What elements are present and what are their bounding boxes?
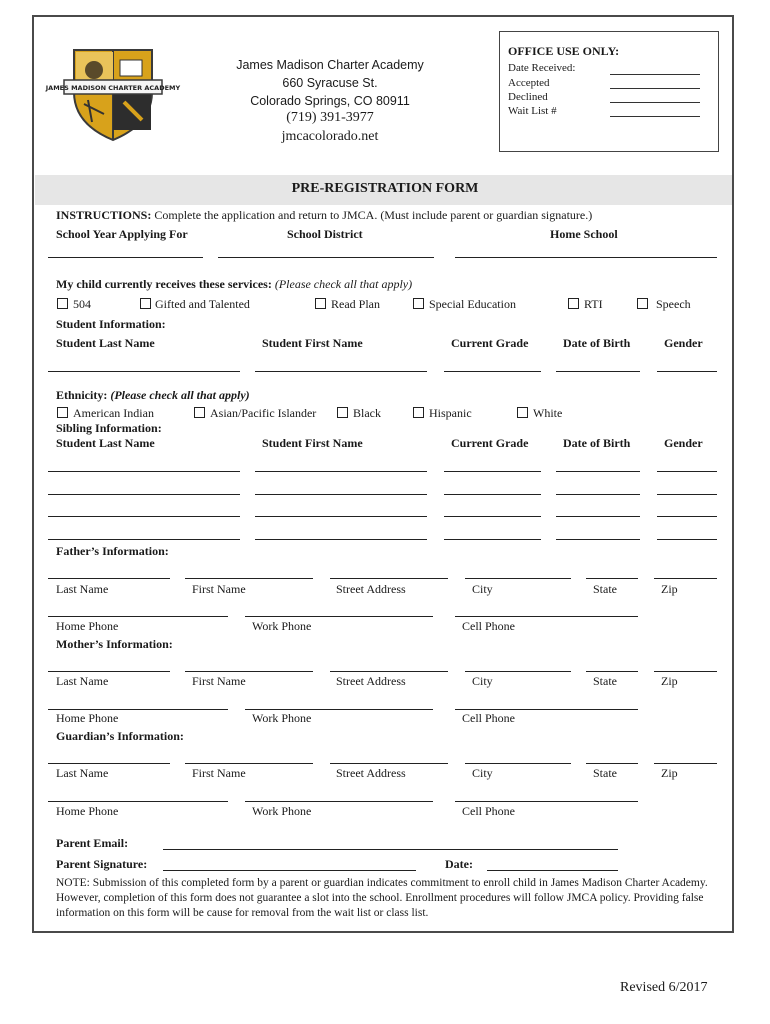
father-cell-phone-label: Cell Phone — [462, 619, 515, 633]
checkbox-hispanic[interactable] — [413, 407, 424, 418]
mother-work-phone-label: Work Phone — [252, 711, 312, 725]
father-last-name-field[interactable] — [48, 578, 170, 579]
service-read-plan-label: Read Plan — [331, 297, 380, 311]
parent-email-label: Parent Email: — [56, 836, 129, 850]
mother-cell-phone-label: Cell Phone — [462, 711, 515, 725]
sibling-field[interactable] — [255, 539, 427, 540]
ethnicity-white-label: White — [533, 406, 563, 420]
home-school-label: Home School — [550, 227, 618, 241]
sibling-field[interactable] — [444, 471, 541, 472]
checkbox-speech[interactable] — [637, 298, 648, 309]
sibling-field[interactable] — [255, 516, 427, 517]
mother-zip-field[interactable] — [654, 671, 717, 672]
father-home-phone-label: Home Phone — [56, 619, 119, 633]
sibling-field[interactable] — [48, 539, 240, 540]
guardian-state-label: State — [593, 766, 617, 780]
ethnicity-black-label: Black — [353, 406, 381, 420]
office-title: OFFICE USE ONLY: — [508, 44, 620, 58]
father-work-phone-field[interactable] — [245, 616, 433, 617]
guardian-work-phone-field[interactable] — [245, 801, 433, 802]
guardian-home-phone-label: Home Phone — [56, 804, 119, 818]
guardian-last-name-label: Last Name — [56, 766, 109, 780]
ethnicity-hispanic-label: Hispanic — [429, 406, 472, 420]
date-field[interactable] — [487, 870, 618, 871]
checkbox-rti[interactable] — [568, 298, 579, 309]
service-504-label: 504 — [73, 297, 91, 311]
mother-home-phone-label: Home Phone — [56, 711, 119, 725]
office-accepted: Accepted — [508, 77, 550, 89]
father-city-label: City — [472, 582, 493, 596]
instructions-label: INSTRUCTIONS: — [56, 208, 152, 222]
father-zip-label: Zip — [661, 582, 678, 596]
school-year-label: School Year Applying For — [56, 227, 188, 241]
mother-last-name-field[interactable] — [48, 671, 170, 672]
father-cell-phone-field[interactable] — [455, 616, 638, 617]
sibling-field[interactable] — [444, 494, 541, 495]
ethnicity-label: Ethnicity: — [56, 388, 108, 402]
mother-work-phone-field[interactable] — [245, 709, 433, 710]
checkbox-white[interactable] — [517, 407, 528, 418]
guardian-zip-field[interactable] — [654, 763, 717, 764]
mother-first-name-field[interactable] — [185, 671, 313, 672]
current-grade-field[interactable] — [444, 371, 541, 372]
service-rti-label: RTI — [584, 297, 603, 311]
student-last-name-field[interactable] — [48, 371, 240, 372]
checkbox-asian-pacific-islander[interactable] — [194, 407, 205, 418]
office-line — [610, 74, 700, 75]
school-year-field[interactable] — [48, 257, 203, 258]
sibling-info-label: Sibling Information: — [56, 421, 162, 435]
father-street-field[interactable] — [330, 578, 448, 579]
sibling-last-name-header: Student Last Name — [56, 436, 155, 450]
form-border — [32, 15, 734, 933]
mother-first-name-label: First Name — [192, 674, 246, 688]
school-district-label: School District — [287, 227, 363, 241]
guardian-first-name-label: First Name — [192, 766, 246, 780]
father-zip-field[interactable] — [654, 578, 717, 579]
school-phone: (719) 391-3977 — [286, 110, 374, 125]
parent-email-field[interactable] — [163, 849, 618, 850]
office-line — [610, 88, 700, 89]
sibling-field[interactable] — [48, 494, 240, 495]
mother-state-label: State — [593, 674, 617, 688]
gender-header: Gender — [664, 336, 703, 350]
mother-street-label: Street Address — [336, 674, 406, 688]
office-date-received: Date Received: — [508, 62, 576, 74]
father-work-phone-label: Work Phone — [252, 619, 312, 633]
student-last-name-header: Student Last Name — [56, 336, 155, 350]
ethnicity-american-indian-label: American Indian — [73, 406, 154, 420]
guardian-last-name-field[interactable] — [48, 763, 170, 764]
student-info-label: Student Information: — [56, 317, 166, 331]
sibling-gender-header: Gender — [664, 436, 703, 450]
services-hint: (Please check all that apply) — [274, 277, 413, 291]
father-first-name-field[interactable] — [185, 578, 313, 579]
sibling-field[interactable] — [556, 516, 640, 517]
sibling-field[interactable] — [657, 539, 717, 540]
father-city-field[interactable] — [465, 578, 571, 579]
date-of-birth-field[interactable] — [556, 371, 640, 372]
father-last-name-label: Last Name — [56, 582, 109, 596]
form-title: PRE-REGISTRATION FORM — [291, 181, 479, 196]
date-label: Date: — [445, 857, 473, 871]
mother-zip-label: Zip — [661, 674, 678, 688]
checkbox-read-plan[interactable] — [315, 298, 326, 309]
office-line — [610, 116, 700, 117]
mother-cell-phone-field[interactable] — [455, 709, 638, 710]
sibling-field[interactable] — [556, 494, 640, 495]
note-text: NOTE: Submission of this completed form by a parent or guardian indicates commitment to enroll child in James Madison Charter Academy. However, completion of this form does not guarantee a slot into the school. Enrollment procedures will follow JMCA policy. Providing false information on this form will be cause for removal from the wait list or class list. — [56, 877, 708, 919]
sibling-field[interactable] — [48, 516, 240, 517]
father-home-phone-field[interactable] — [48, 616, 228, 617]
checkbox-504[interactable] — [57, 298, 68, 309]
checkbox-black[interactable] — [337, 407, 348, 418]
gender-field[interactable] — [657, 371, 717, 372]
school-street: 660 Syracuse St. — [282, 76, 378, 90]
sibling-grade-header: Current Grade — [451, 436, 529, 450]
checkbox-gifted[interactable] — [140, 298, 151, 309]
office-use-box — [499, 31, 719, 152]
father-street-label: Street Address — [336, 582, 406, 596]
service-speech-label: Speech — [656, 297, 691, 311]
ethnicity-hint: (Please check all that apply) — [110, 388, 250, 402]
current-grade-header: Current Grade — [451, 336, 529, 350]
guardian-cell-phone-field[interactable] — [455, 801, 638, 802]
mother-state-field[interactable] — [586, 671, 638, 672]
sibling-dob-header: Date of Birth — [563, 436, 631, 450]
father-info-label: Father’s Information: — [56, 544, 169, 558]
guardian-home-phone-field[interactable] — [48, 801, 228, 802]
sibling-field[interactable] — [657, 471, 717, 472]
service-special-education-label: Special Education — [429, 297, 516, 311]
school-crest-logo — [45, 42, 181, 144]
father-state-label: State — [593, 582, 617, 596]
sibling-field[interactable] — [556, 539, 640, 540]
sibling-field[interactable] — [444, 539, 541, 540]
mother-last-name-label: Last Name — [56, 674, 109, 688]
guardian-work-phone-label: Work Phone — [252, 804, 312, 818]
sibling-field[interactable] — [657, 516, 717, 517]
sibling-field[interactable] — [444, 516, 541, 517]
instructions-text: Complete the application and return to JMCA. (Must include parent or guardian signature.) — [154, 208, 593, 222]
sibling-first-name-header: Student First Name — [262, 436, 363, 450]
mother-street-field[interactable] — [330, 671, 448, 672]
checkbox-american-indian[interactable] — [57, 407, 68, 418]
sibling-field[interactable] — [255, 494, 427, 495]
guardian-city-label: City — [472, 766, 493, 780]
parent-signature-label: Parent Signature: — [56, 857, 148, 871]
office-declined: Declined — [508, 91, 548, 103]
guardian-first-name-field[interactable] — [185, 763, 313, 764]
svg-text:JAMES MADISON CHARTER ACADEMY: JAMES MADISON CHARTER ACADEMY — [45, 84, 181, 92]
guardian-info-label: Guardian’s Information: — [56, 729, 184, 743]
mother-home-phone-field[interactable] — [48, 709, 228, 710]
father-first-name-label: First Name — [192, 582, 246, 596]
guardian-street-label: Street Address — [336, 766, 406, 780]
ethnicity-asian-label: Asian/Pacific Islander — [210, 406, 317, 420]
sibling-field[interactable] — [556, 471, 640, 472]
mother-city-label: City — [472, 674, 493, 688]
mother-city-field[interactable] — [465, 671, 571, 672]
sibling-field[interactable] — [657, 494, 717, 495]
student-first-name-header: Student First Name — [262, 336, 363, 350]
guardian-street-field[interactable] — [330, 763, 448, 764]
parent-signature-field[interactable] — [163, 870, 416, 871]
office-line — [610, 102, 700, 103]
sibling-field[interactable] — [255, 471, 427, 472]
service-gifted-label: Gifted and Talented — [155, 297, 250, 311]
guardian-zip-label: Zip — [661, 766, 678, 780]
school-website: jmcacolorado.net — [281, 129, 379, 144]
mother-info-label: Mother’s Information: — [56, 637, 173, 651]
sibling-field[interactable] — [48, 471, 240, 472]
office-wait-list: Wait List # — [508, 105, 557, 117]
guardian-city-field[interactable] — [465, 763, 571, 764]
school-name: James Madison Charter Academy — [236, 58, 424, 72]
checkbox-special-education[interactable] — [413, 298, 424, 309]
revision-date: Revised 6/2017 — [620, 980, 708, 995]
services-label: My child currently receives these services: — [56, 277, 272, 291]
home-school-field[interactable] — [455, 257, 717, 258]
guardian-state-field[interactable] — [586, 763, 638, 764]
father-state-field[interactable] — [586, 578, 638, 579]
student-first-name-field[interactable] — [255, 371, 427, 372]
date-of-birth-header: Date of Birth — [563, 336, 631, 350]
school-city: Colorado Springs, CO 80911 — [250, 94, 410, 108]
guardian-cell-phone-label: Cell Phone — [462, 804, 515, 818]
school-district-field[interactable] — [218, 257, 434, 258]
